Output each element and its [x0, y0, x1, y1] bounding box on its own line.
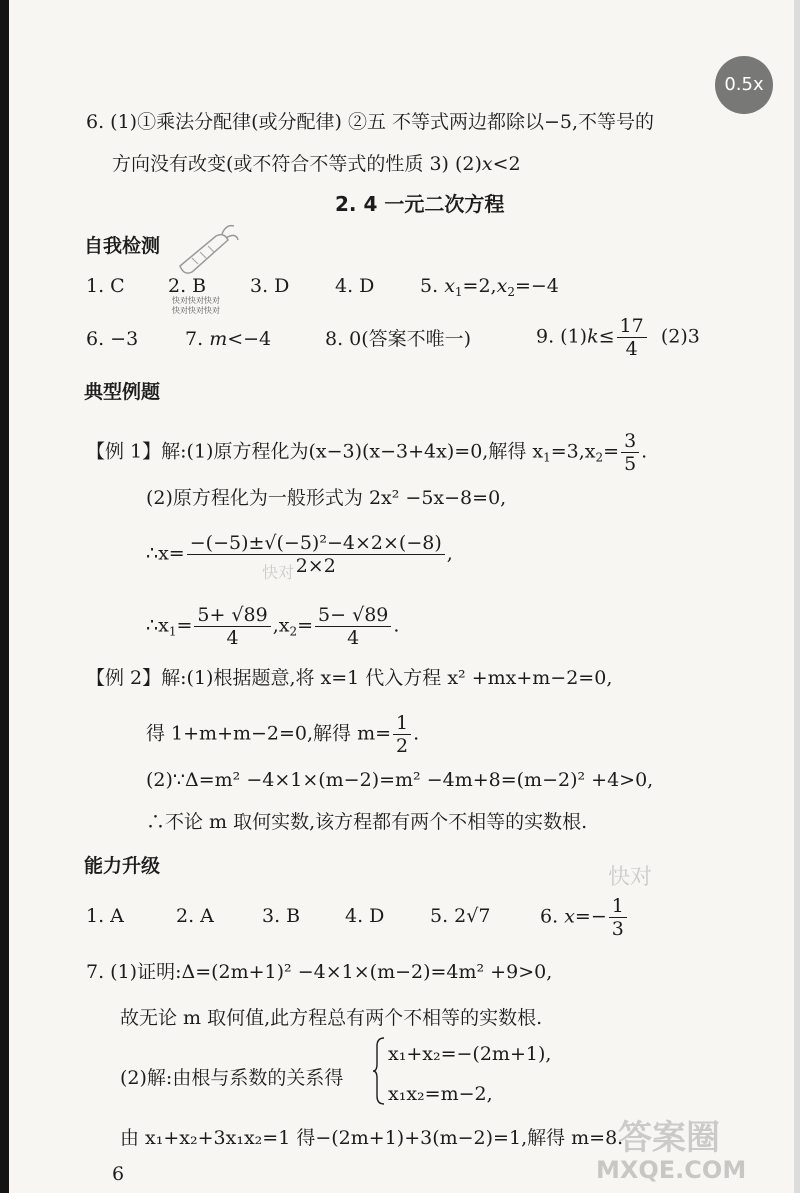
self-check-q7: [185, 325, 271, 353]
ex1-x2-den: 4: [347, 627, 360, 649]
q6-line-1: 6. (1)①乘法分配律(或分配律) ②五 不等式两边都除以−5,不等号的: [86, 111, 655, 133]
upgrade-q5: 5. 2√7: [430, 905, 491, 927]
page-right-edge: [794, 0, 800, 1193]
ex1-x2-label: ,x: [272, 614, 290, 637]
ex2-line-4: ∴不论 m 取何实数,该方程都有两个不相等的实数根.: [146, 811, 588, 833]
examples-heading: 典型例题: [84, 381, 161, 403]
q9-fraction: [617, 315, 647, 360]
ex1-line-3: ∴x= $\frac{\text{−(−5)±√(−5)²−4×2×(−8)}}{2\times 2}$ ,: [146, 532, 453, 577]
zoom-badge[interactable]: 0.5x: [715, 56, 773, 114]
page-number: 6: [112, 1163, 125, 1185]
ex1-text: 解:(1)原方程化为(x−3)(x−3+4x)=0,解得 x: [161, 440, 544, 463]
upgrade-q7-part2: (2)解:由根与系数的关系得: [120, 1067, 344, 1089]
q9-den: 4: [625, 338, 638, 360]
upgrade-q6-den: 3: [611, 918, 624, 940]
ex1-big-den: 2×2: [295, 555, 336, 577]
self-check-q9: [536, 315, 700, 360]
ex1-x1-num: 5+ √89: [194, 604, 270, 627]
q6-line-2-text: 方向没有改变(或不符合不等式的性质 3) (2): [112, 153, 482, 175]
page-left-edge: [0, 0, 9, 1193]
ex1-big-num: −(−5)±√(−5)²−4×2×(−8): [187, 532, 445, 555]
q9-rel: ≤: [598, 325, 615, 348]
self-check-q4: 4. D: [335, 275, 375, 297]
ex1-x2-eq: =: [603, 440, 620, 463]
q9-part2: (2)3: [660, 325, 700, 348]
q5-x2: =−4: [514, 275, 559, 297]
q6-var: x: [481, 153, 493, 175]
self-check-q3: 3. D: [250, 275, 290, 297]
upgrade-heading: 能力升级: [84, 855, 161, 877]
watermark-kuaidui-2: 快对: [262, 563, 295, 582]
ex1-line-1: 【例 1】解:(1)原方程化为(x−3)(x−3+4x)=0,解得 $x_1=3,x_2=$ $\frac{3}{5}$ .: [86, 430, 648, 475]
ex1-x1-fraction: [194, 604, 270, 649]
ex1-fraction: [621, 430, 639, 475]
stamp-line-1: 快对快对快对: [172, 296, 220, 305]
ex1-therefore: ∴x=: [146, 542, 185, 565]
ex2-line-2: 得 1+m+m−2=0,解得 m= $\frac{1}{2}$ .: [146, 712, 420, 757]
q9-label: 9. (1): [536, 325, 588, 348]
upgrade-q2: 2. A: [176, 905, 214, 927]
ex1-x1-label: ∴x: [146, 614, 169, 637]
upgrade-q3: 3. B: [262, 905, 301, 927]
ex1-frac-den: 5: [624, 453, 637, 475]
upgrade-q6-rest: =−: [574, 905, 607, 928]
ex1-x2-num: 5− √89: [315, 604, 391, 627]
q7-var: m: [209, 328, 228, 350]
ex2-line-3: (2)∵Δ=m² −4×1×(m−2)=m² −4m+8=(m−2)² +4>0,: [146, 769, 654, 791]
ex1-frac-num: 3: [621, 430, 639, 453]
ex1-label: 【例 1】: [86, 440, 162, 463]
ex2-label: 【例 2】: [86, 667, 162, 689]
upgrade-q6-fraction: [609, 895, 627, 940]
watermark-mxqe: MXQE.COM: [596, 1156, 747, 1184]
ex2-frac-num: 1: [393, 712, 411, 735]
q5-label: 5.: [420, 275, 439, 297]
self-check-q6: 6. −3: [86, 328, 139, 350]
upgrade-q7-line-1: 7. (1)证明:Δ=(2m+1)² −4×1×(m−2)=4m² +9>0,: [86, 961, 553, 983]
watermark-kuaidui: 快对: [608, 865, 653, 890]
system-line-2: x₁x₂=m−2,: [388, 1083, 493, 1105]
ex1-x1: =3,x: [550, 440, 596, 463]
self-check-q1: 1. C: [86, 275, 125, 297]
ex1-big-fraction: [187, 532, 445, 577]
self-check-q2: 2. B: [168, 275, 207, 297]
ex2-frac-den: 2: [396, 735, 409, 757]
self-check-heading: 自我检测: [84, 235, 161, 257]
ex2-line-1: [86, 664, 612, 692]
stamp-line-2: 快对快对快对: [172, 306, 220, 315]
upgrade-q6-num: 1: [609, 895, 627, 918]
ex1-line-4: $\therefore x_1=$ $\frac{5+ √89}{4}$ $,x_2=$ $\frac{5- √89}{4}$ .: [146, 604, 400, 649]
q7-rest: <−4: [227, 328, 272, 350]
q6-rel: <2: [492, 153, 521, 175]
ex2-text: 解:(1)根据题意,将 x=1 代入方程 x² +mx+m−2=0,: [161, 667, 613, 689]
left-brace-icon: [372, 1036, 386, 1106]
upgrade-q1: 1. A: [86, 905, 124, 927]
upgrade-q6-label: 6.: [540, 905, 559, 928]
upgrade-q6: 6. x=− $\frac{1}{3}$: [540, 895, 629, 940]
upgrade-q7-last: 由 x₁+x₂+3x₁x₂=1 得−(2m+1)+3(m−2)=1,解得 m=8.: [120, 1127, 624, 1149]
q7-label: 7.: [185, 328, 204, 350]
ex2-line2-text: 得 1+m+m−2=0,解得 m=: [146, 722, 392, 745]
q5-x1: =2,: [462, 275, 497, 297]
upgrade-q7-line-2: 故无论 m 取何值,此方程总有两个不相等的实数根.: [120, 1007, 543, 1029]
section-title: 2. 4 一元二次方程: [335, 192, 505, 216]
watermark-answer-circle: 答案圈: [618, 1118, 720, 1158]
ex2-fraction: [393, 712, 411, 757]
upgrade-q4: 4. D: [345, 905, 385, 927]
ex1-x1-den: 4: [226, 627, 239, 649]
q9-num: 17: [617, 315, 647, 338]
q9-var: k: [587, 325, 599, 348]
ex1-x2-fraction: [315, 604, 391, 649]
system-line-1: x₁+x₂=−(2m+1),: [388, 1043, 552, 1065]
self-check-q8: 8. 0(答案不唯一): [325, 328, 472, 350]
carrot-mascot-icon: [168, 222, 240, 278]
ex1-line-2: (2)原方程化为一般形式为 2x² −5x−8=0,: [146, 487, 507, 509]
q6-line-2: [112, 150, 521, 178]
self-check-q5: 5. $x_1=2,x_2=-4$: [420, 275, 559, 299]
